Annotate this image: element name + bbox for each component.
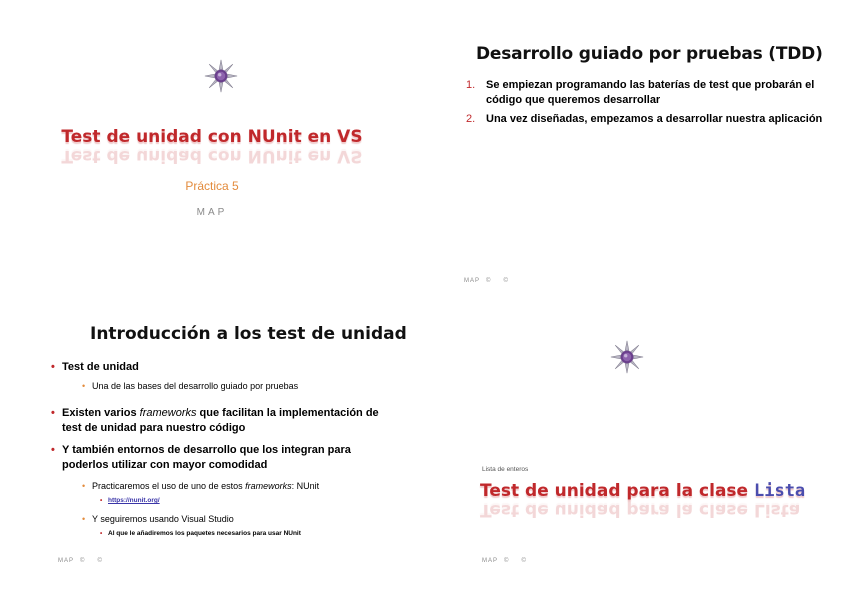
copyright-icon: © — [503, 278, 509, 284]
slide-2 — [424, 0, 848, 299]
sub-sub-bullet: • Al que le añadiremos los paquetes necesarios para usar NUnit — [108, 529, 301, 538]
nunit-link-item — [108, 496, 160, 505]
slide-2-footer: MAP © © — [464, 278, 509, 284]
star-logo-icon — [610, 340, 644, 374]
sub-bullet: • Practicaremos el uso de uno de estos frameworks: NUnit — [92, 480, 319, 492]
slide-3-footer: MAP © © — [58, 558, 103, 564]
copyright-icon: © — [521, 558, 527, 564]
list-item: 1. Se empiezan programando las baterías de test que probarán el código que queremos desarrollar — [466, 79, 815, 106]
slide-4-title-reflection: Test de unidad para la clase Lista — [480, 500, 801, 520]
slide-3 — [0, 300, 424, 599]
slide-3-title: Introducción a los test de unidad — [90, 324, 407, 344]
list-item: 2. Una vez diseñadas, empezamos a desarrollar nuestra aplicación — [466, 113, 823, 125]
slide-1-author: MAP — [196, 207, 228, 218]
slide-2-title: Desarrollo guiado por pruebas (TDD) — [476, 44, 823, 64]
slide-4-footer: MAP © © — [482, 558, 527, 564]
nunit-link[interactable]: https://nunit.org/ — [108, 497, 160, 504]
slide-4-title: Test de unidad para la clase Lista — [480, 481, 806, 501]
copyright-icon: © — [504, 558, 510, 564]
bullet-entornos: • Y también entornos de desarrollo que los integran para poderlos utilizar con mayor comodidad — [62, 443, 382, 473]
copyright-icon: © — [80, 558, 86, 564]
copyright-icon: © — [486, 278, 492, 284]
slide-1-title-reflection: Test de unidad con NUnit en VS — [61, 146, 363, 166]
slide-1-title: Test de unidad con NUnit en VS — [61, 127, 363, 147]
bullet-test-de-unidad: • Test de unidad — [62, 360, 382, 375]
bullet-frameworks: • Existen varios frameworks que facilitan la implementación de test de unidad para nuestro código — [62, 406, 382, 436]
sub-bullet: • Y seguiremos usando Visual Studio — [92, 513, 234, 525]
sub-bullet: • Una de las bases del desarrollo guiado por pruebas — [92, 380, 298, 392]
star-logo-icon — [204, 59, 238, 93]
slide-4-label: Lista de enteros — [482, 466, 529, 473]
slide-1-subtitle: Práctica 5 — [185, 179, 239, 193]
slide-4 — [424, 300, 848, 599]
numbered-list — [464, 78, 834, 131]
copyright-icon: © — [97, 558, 103, 564]
slide-1 — [0, 0, 424, 299]
